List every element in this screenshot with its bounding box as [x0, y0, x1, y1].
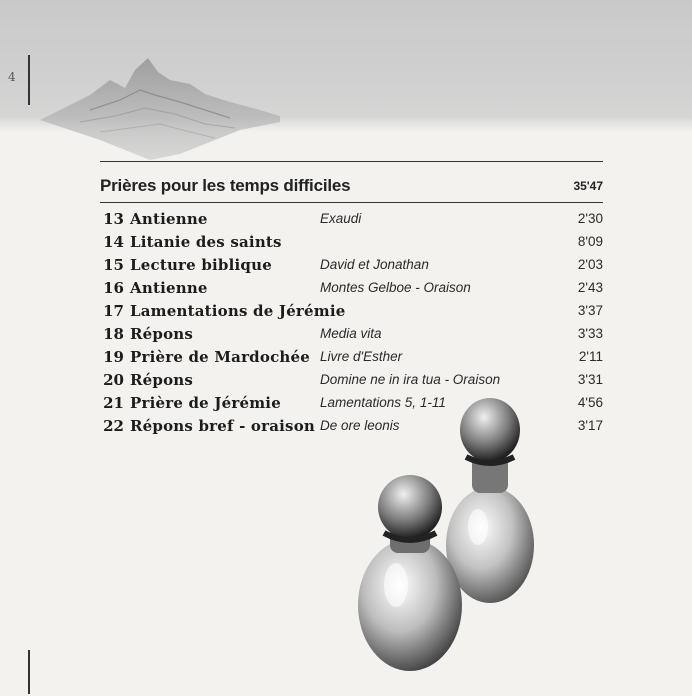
track-duration: 3'33 — [577, 326, 603, 341]
track-subtitle: Domine ne in ira tua - Oraison — [320, 372, 501, 387]
track-title: Répons bref - oraison — [130, 417, 316, 435]
track-duration: 3'31 — [577, 372, 603, 387]
track-subtitle: De ore leonis — [320, 418, 400, 433]
track-number: 15 — [103, 256, 124, 274]
track-row — [100, 254, 603, 277]
oil-bottles-illustration — [340, 395, 560, 695]
mountain-landscape-image — [30, 50, 290, 170]
track-title: Répons — [130, 325, 194, 343]
section-header — [100, 176, 603, 203]
track-number: 22 — [103, 417, 124, 435]
track-duration: 2'03 — [577, 257, 603, 272]
section-title: Prières pour les temps difficiles — [100, 176, 351, 195]
track-row — [100, 369, 603, 392]
track-subtitle: Exaudi — [320, 211, 362, 226]
track-duration: 3'37 — [577, 303, 603, 318]
track-number: 18 — [103, 325, 124, 343]
track-row — [100, 208, 603, 231]
track-title: Lamentations de Jérémie — [130, 302, 346, 320]
track-number: 14 — [103, 233, 124, 251]
track-number: 21 — [103, 394, 124, 412]
track-title: Litanie des saints — [130, 233, 282, 251]
track-title: Prière de Mardochée — [130, 348, 310, 366]
track-row — [100, 346, 603, 369]
track-number: 13 — [103, 210, 124, 228]
track-row — [100, 231, 603, 254]
track-row — [100, 323, 603, 346]
track-subtitle: Media vita — [320, 326, 382, 341]
track-title: Répons — [130, 371, 194, 389]
track-duration: 3'17 — [577, 418, 603, 433]
track-number: 19 — [103, 348, 124, 366]
track-row — [100, 277, 603, 300]
section-top-rule — [100, 161, 603, 162]
track-duration: 2'30 — [577, 211, 603, 226]
track-title: Antienne — [130, 210, 208, 228]
margin-rule-bottom — [28, 650, 30, 694]
track-duration: 2'11 — [578, 349, 603, 364]
margin-rule-top — [28, 55, 30, 105]
track-duration: 2'43 — [577, 280, 603, 295]
track-row — [100, 300, 603, 323]
track-duration: 4'56 — [577, 395, 603, 410]
track-duration: 8'09 — [577, 234, 603, 249]
page-number: 4 — [8, 70, 16, 84]
track-number: 16 — [103, 279, 124, 297]
track-subtitle: David et Jonathan — [320, 257, 429, 272]
track-subtitle: Lamentations 5, 1-11 — [320, 395, 446, 410]
track-title: Antienne — [130, 279, 208, 297]
section-total-duration: 35'47 — [573, 179, 603, 193]
track-subtitle: Livre d'Esther — [320, 349, 403, 364]
track-title: Prière de Jérémie — [130, 394, 281, 412]
track-title: Lecture biblique — [130, 256, 272, 274]
track-subtitle: Montes Gelboe - Oraison — [320, 280, 471, 295]
track-number: 17 — [103, 302, 124, 320]
track-number: 20 — [103, 371, 124, 389]
